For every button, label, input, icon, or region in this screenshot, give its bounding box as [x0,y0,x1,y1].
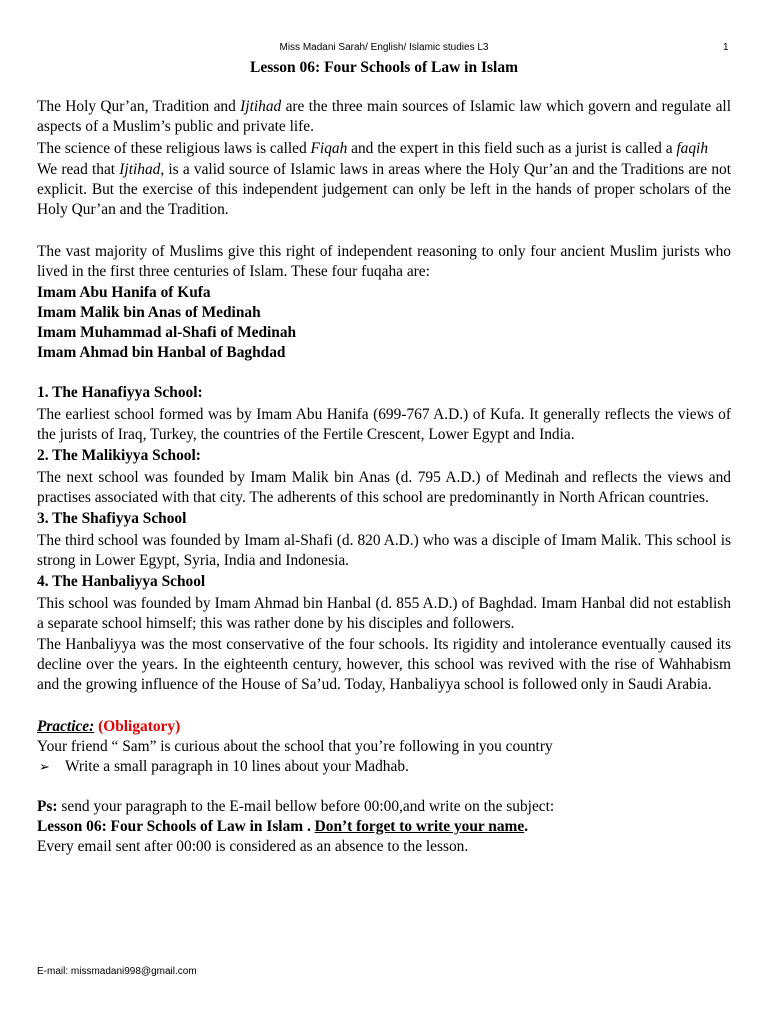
obligatory-tag: (Obligatory) [98,717,181,735]
practice-section [37,717,731,777]
school-text-continued: The Hanbaliyya was the most conservative of the four schools. Its rigidity and intolerance eventually caused its decline over the years. In the eighteenth century, however, this school was revived with the rise of Wahhabism and the growing influence of the House of Sa’ud. Today, Hanbaliyya school is followed only in Saudi Arabia. [37,636,731,693]
page-header: Miss Madani Sarah/ English/ Islamic studies L3 [279,42,489,53]
imam-item: Imam Muhammad al-Shafi of Medinah [37,324,297,341]
practice-prompt: Your friend “ Sam” is curious about the school that you’re following in you country [37,737,553,755]
ps-subject-line: Lesson 06: Four Schools of Law in Islam . Don’t forget to write your name. [37,817,529,835]
school-text: The third school was founded by Imam al-Shafi (d. 820 A.D.) who was a disciple of Imam Malik. This school is strong in Lower Egypt, Syria, India and Indonesia. [37,531,731,569]
document-body [37,97,731,857]
imam-item: Imam Ahmad bin Hanbal of Baghdad [37,344,286,361]
ps-text: send your paragraph to the E-mail bellow before 00:00,and write on the subject: [57,797,555,815]
intro-paragraph-3: We read that Ijtihad, is a valid source of Islamic laws in areas where the Holy Qur’an and the Traditions are not explicit. But the exercise of this independent judgement can only be left in the hands of proper scholars of the Holy Qur’an and the Tradition. [37,161,731,218]
practice-bullet-text: Write a small paragraph in 10 lines about your Madhab. [65,757,409,775]
ps-subject: Lesson 06: Four Schools of Law in Islam . [37,817,315,835]
practice-bullet [39,757,731,777]
school-text: The earliest school formed was by Imam Abu Hanifa (699-767 A.D.) of Kufa. It generally reflects the views of the jurists of Iraq, Turkey, the countries of the Fertile Crescent, Lower Egypt and India. [37,405,731,443]
school-heading: 3. The Shafiyya School [37,510,187,527]
page-number: 1 [723,42,729,53]
practice-label: Practice: [37,717,95,735]
ps-reminder: Don’t forget to write your name [314,817,525,835]
imam-item: Imam Abu Hanifa of Kufa [37,284,211,301]
footer-email: E-mail: missmadani998@gmail.com [37,966,197,977]
ps-section [37,797,731,857]
intro-paragraph-1: The Holy Qur’an, Tradition and Ijtihad are the three main sources of Islamic law which govern and regulate all aspects of a Muslim’s public and private life. [37,98,731,135]
practice-heading [37,717,731,737]
ps-label: Ps: [37,797,58,815]
page-title: Lesson 06: Four Schools of Law in Islam [250,59,518,76]
school-shafiyya [37,509,731,571]
arrow-bullet-icon: ➢ [39,758,50,774]
intro-paragraph-4: The vast majority of Muslims give this right of independent reasoning to only four ancient Muslim jurists who lived in the first three centuries of Islam. These four fuqaha are: [37,242,731,280]
ps-line [37,797,731,817]
ps-late-notice: Every email sent after 00:00 is considered as an absence to the lesson. [37,837,469,855]
school-heading: 1. The Hanafiyya School: [37,384,203,401]
school-malikiyya [37,446,731,508]
imam-list [37,283,731,363]
school-hanbaliyya [37,572,731,695]
school-text: The next school was founded by Imam Malik bin Anas (d. 795 A.D.) of Medinah and reflects the views and practises associated with that city. The adherents of this school are predominantly in North African countries. [37,468,731,506]
school-heading: 4. The Hanbaliyya School [37,573,206,590]
intro-paragraph-2: The science of these religious laws is called Fiqah and the expert in this field such as a jurist is called a faqih [37,139,709,157]
school-hanafiyya [37,383,731,445]
school-text: This school was founded by Imam Ahmad bin Hanbal (d. 855 A.D.) of Baghdad. Imam Hanbal did not establish a separate school himself; this was rather done by his disciples and followers. [37,594,731,632]
school-heading: 2. The Malikiyya School: [37,447,201,464]
imam-item: Imam Malik bin Anas of Medinah [37,304,261,321]
